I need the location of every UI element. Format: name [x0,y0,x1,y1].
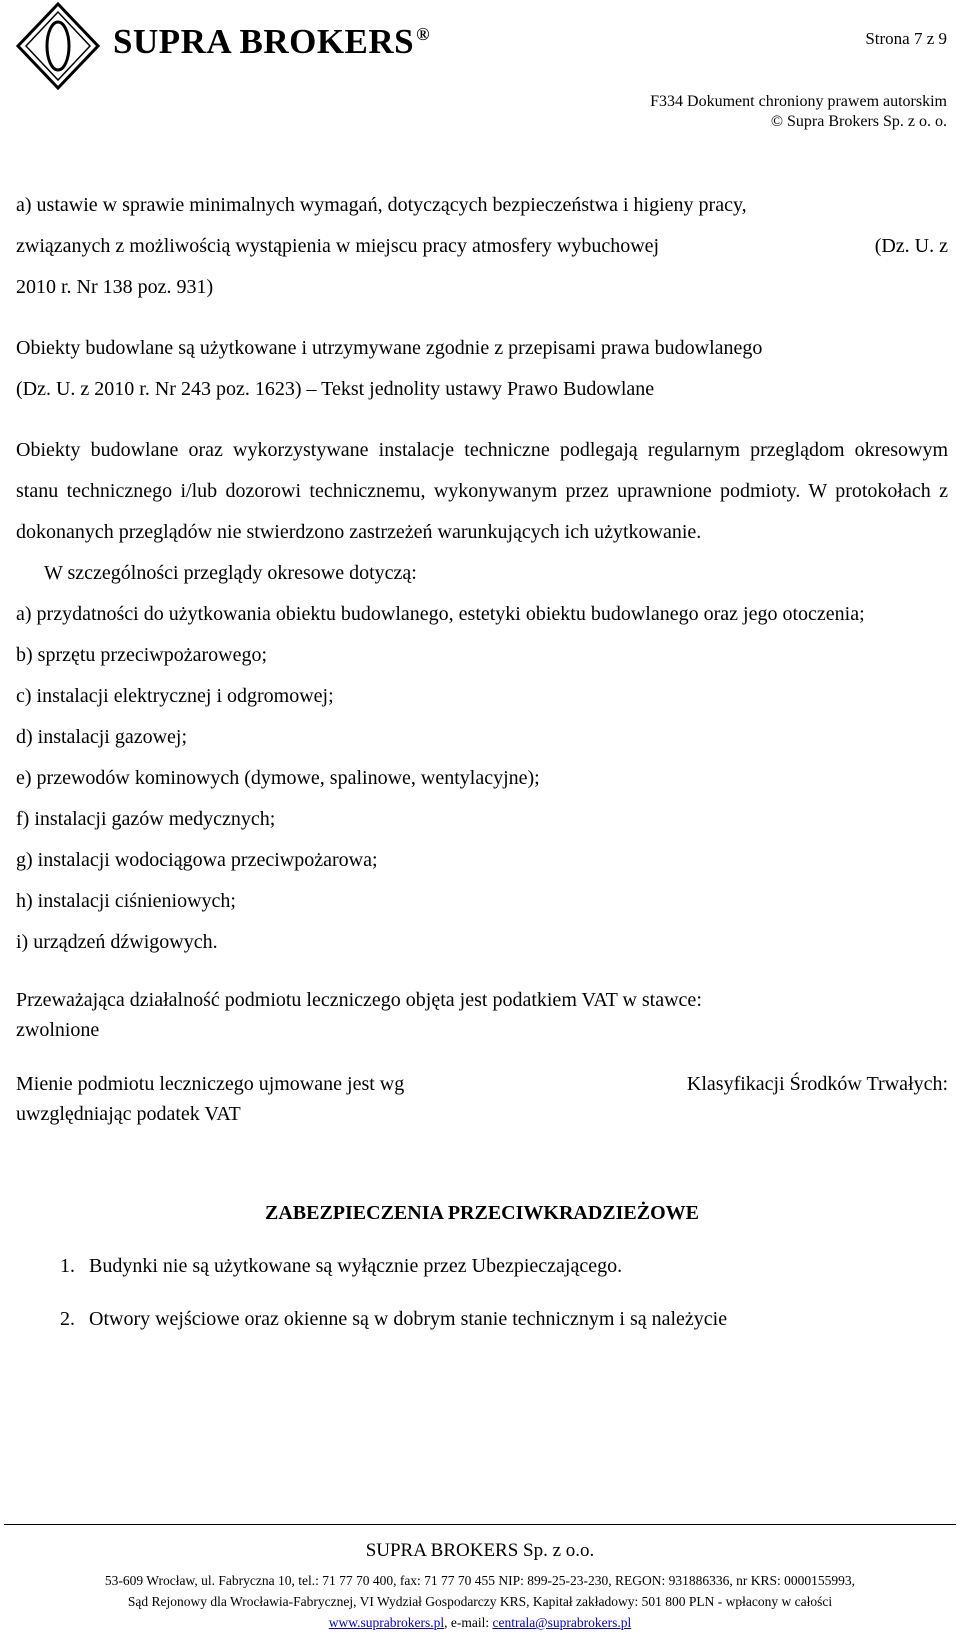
property-line1-left: Mienie podmiotu leczniczego ujmowane jest wg [16,1073,405,1095]
list-item: h) instalacji ciśnieniowych; [16,890,236,912]
list-item: c) instalacji elektrycznej i odgromowej; [16,685,334,707]
footer-divider [4,1524,956,1525]
numbered-item-number: 1. [60,1255,75,1277]
footer-registration: Sąd Rejonowy dla Wrocławia-Fabrycznej, VI Wydział Gospodarczy KRS, Kapitał zakładowy: 501 800 PLN - wpłacony w całości [127,1594,833,1609]
email-link[interactable]: centrala@suprabrokers.pl [492,1615,632,1630]
vat-line2: zwolnione [16,1019,100,1041]
paragraph-a-line3: 2010 r. Nr 138 poz. 931) [16,276,214,298]
page-header [0,0,960,130]
paragraph-a-line2 [16,226,948,267]
footer-address: 53-609 Wrocław, ul. Fabryczna 10, tel.: 71 77 70 400, fax: 71 77 70 455 NIP: 899-25-23-230, REGON: 931886336, nr KRS: 0000155993, [104,1573,856,1588]
section-heading: ZABEZPIECZENIA PRZECIWKRADZIEŻOWE [265,1202,699,1224]
list-item: f) instalacji gazów medycznych; [16,808,276,830]
list-item: a) przydatności do użytkowania obiektu budowlanego, estetyki obiektu budowlanego oraz jego otoczenia; [16,603,865,625]
list-item: e) przewodów kominowych (dymowe, spalinowe, wentylacyjne); [16,767,540,789]
list-item: b) sprzętu przeciwpożarowego; [16,644,267,666]
numbered-item [16,1246,948,1287]
paragraph-inspections: Obiekty budowlane oraz wykorzystywane instalacje techniczne podlegają regularnym przeglądom okresowym stanu technicznego i/lub dozorowi technicznemu, wykonywanym przez uprawnione podmioty. W protokołach z dokonanych przeglądów nie stwierdzono zastrzeżeń warunkujących ich użytkowanie. [16,439,948,543]
numbered-item [16,1299,948,1340]
list-item: i) urządzeń dźwigowych. [16,931,218,953]
spacer [16,1129,948,1193]
spacer [16,1234,948,1246]
document-note: F334 Dokument chroniony prawem autorskim [650,93,947,110]
spacer [16,963,948,985]
footer-contact [0,1615,960,1631]
list-item: d) instalacji gazowej; [16,726,188,748]
paragraph-b-line1: Obiekty budowlane są użytkowane i utrzymywane zgodnie z przepisami prawa budowlanego [16,337,763,359]
registered-mark: ® [416,24,431,45]
list-item: g) instalacji wodociągowa przeciwpożarowa; [16,849,378,871]
paragraph-a-line2-left: związanych z możliwością wystąpienia w miejscu pracy atmosfery wybuchowej [16,235,660,257]
footer-company: SUPRA BROKERS Sp. z o.o. [365,1540,595,1561]
numbered-item-text: Budynki nie są użytkowane są wyłącznie przez Ubezpieczającego. [89,1255,623,1277]
numbered-item-number: 2. [60,1308,75,1330]
spacer [16,1045,948,1069]
property-line2: uwzględniając podatek VAT [16,1103,241,1125]
property-line1 [16,1069,948,1099]
paragraph-list-intro: W szczególności przeglądy okresowe dotyczą: [44,562,417,584]
vat-line1: Przeważająca działalność podmiotu leczniczego objęta jest podatkiem VAT w stawce: [16,989,702,1011]
paragraph-b-line2: (Dz. U. z 2010 r. Nr 243 poz. 1623) – Tekst jednolity ustawy Prawo Budowlane [16,378,655,400]
website-link[interactable]: www.suprabrokers.pl [328,1615,445,1630]
email-label: , e-mail: [444,1615,493,1630]
company-logo-icon [16,2,100,90]
brand-name: SUPRA BROKERS ® [113,22,431,61]
spacer [16,1287,948,1299]
property-line1-right: Klasyfikacji Środków Trwałych: [686,1073,948,1095]
spacer [16,308,948,328]
numbered-item-text: Otwory wejściowe oraz okienne są w dobrym stanie technicznym i są należycie [89,1308,728,1330]
document-body [16,185,948,1340]
page-number: Strona 7 z 9 [865,29,947,48]
spacer [16,410,948,430]
paragraph-a-line1: a) ustawie w sprawie minimalnych wymagań, dotyczących bezpieczeństwa i higieny pracy, [16,194,747,216]
copyright-note: © Supra Brokers Sp. z o. o. [770,113,947,130]
paragraph-a-line2-right: (Dz. U. z [874,235,948,257]
